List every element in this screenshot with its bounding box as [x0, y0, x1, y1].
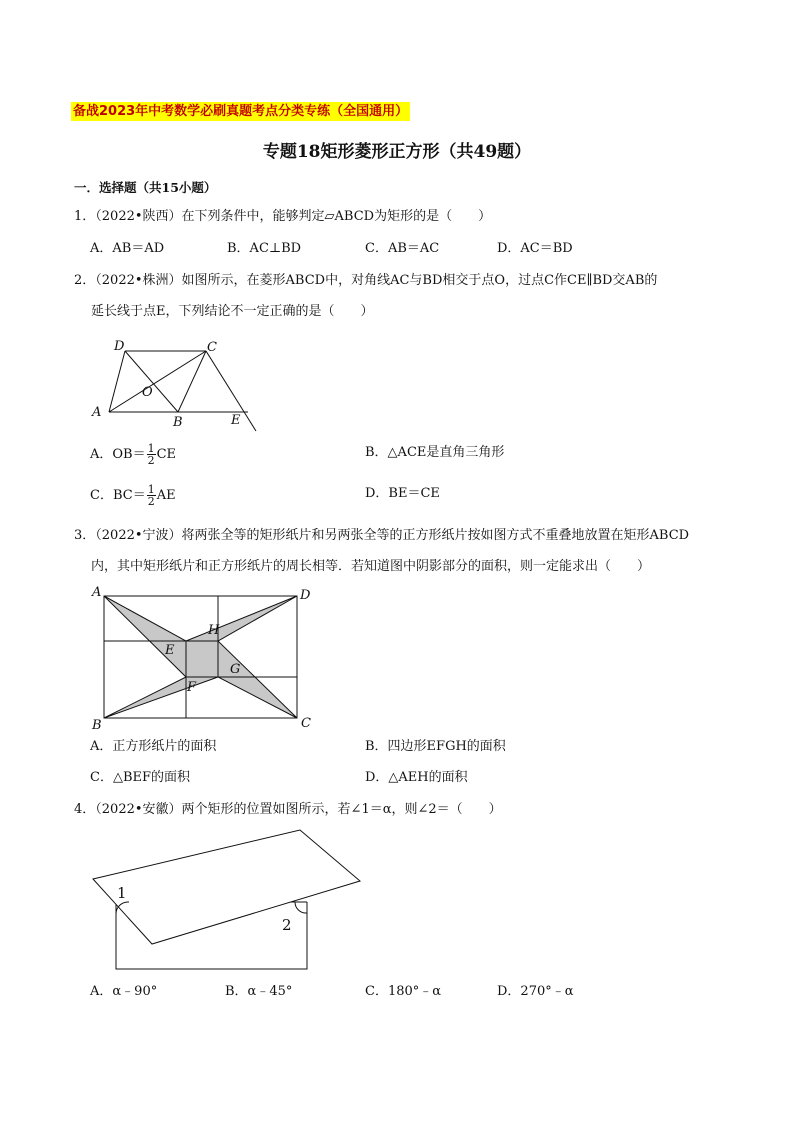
q3-option-c: C．△BEF的面积 — [90, 770, 191, 785]
option-text: CE — [156, 447, 177, 462]
series-banner: 备战2023年中考数学必刷真题考点分类专练（全国通用） — [73, 104, 409, 119]
question-text: 将两张全等的矩形纸片和另两张全等的正方形纸片按如图方式不重叠地放置在矩形ABCD — [181, 528, 690, 543]
q4-option-c: C．180°﹣α — [365, 984, 442, 999]
question-source: （2022•株洲） — [95, 273, 182, 288]
option-text: A．OB＝ — [90, 447, 146, 462]
q3-option-a: A．正方形纸片的面积 — [90, 739, 217, 754]
fraction — [147, 443, 156, 466]
tilted-rectangle — [93, 830, 360, 944]
fraction-denominator: 2 — [147, 454, 155, 467]
figure-segment-ad — [109, 351, 125, 412]
figure-label: E — [165, 643, 175, 658]
section-heading: 一．选择题（共15小题） — [74, 180, 217, 195]
q2-option-c — [90, 484, 176, 507]
figure-label: B — [92, 718, 102, 732]
q2-option-a — [90, 443, 176, 466]
option-text: AE — [156, 488, 176, 503]
figure-label: C — [301, 716, 311, 731]
question-source: （2022•安徽） — [95, 802, 182, 817]
q2-option-d: D．BE＝CE — [365, 486, 440, 501]
figure-diagonal-bd — [125, 351, 178, 412]
figure-label: C — [207, 340, 217, 355]
q3-option-b: B．四边形EFGH的面积 — [365, 739, 506, 754]
q4-option-a: A．α﹣90° — [90, 984, 158, 999]
question-2-stem — [74, 271, 657, 291]
question-text: 如图所示，在菱形ABCD中，对角线AC与BD相交于点O，过点C作CE∥BD交AB的 — [181, 273, 658, 288]
figure-label: B — [173, 415, 183, 430]
fraction-denominator: 2 — [147, 495, 155, 508]
q1-option-a: A．AB＝AD — [90, 241, 165, 256]
q2-option-b: B．△ACE是直角三角形 — [365, 445, 505, 460]
fraction-numerator: 1 — [147, 483, 155, 496]
shaded-triangle-dgh — [186, 596, 297, 641]
q3-option-d: D．△AEH的面积 — [365, 770, 468, 785]
figure-label: D — [300, 588, 311, 603]
question-3-stem-line2: 内，其中矩形纸片和正方形纸片的周长相等．若知道图中阴影部分的面积，则一定能求出（ ） — [91, 559, 651, 574]
shaded-triangle-aeh — [104, 596, 186, 677]
question-number: 3． — [74, 528, 96, 543]
question-text: 在下列条件中，能够判定▱ABCD为矩形的是（ ） — [181, 209, 492, 224]
shaded-triangle-cfg — [218, 641, 297, 718]
page-title: 专题18矩形菱形正方形（共49题） — [262, 142, 532, 162]
figure-label: A — [92, 405, 102, 420]
question-number: 2． — [74, 273, 96, 288]
figure-label: D — [114, 339, 125, 354]
question-source: （2022•宁波） — [95, 528, 182, 543]
angle-2-arc — [295, 902, 307, 913]
question-3-stem — [74, 526, 689, 546]
two-rectangles-figure — [88, 826, 368, 972]
q4-option-d: D．270°﹣α — [497, 984, 574, 999]
question-2-stem-line2: 延长线于点E，下列结论不一定正确的是（ ） — [91, 304, 374, 319]
question-number: 4． — [74, 802, 96, 817]
figure-label: F — [187, 680, 197, 695]
fraction-numerator: 1 — [147, 442, 155, 455]
q1-option-d: D．AC＝BD — [497, 241, 573, 256]
question-text: 两个矩形的位置如图所示，若∠1＝α，则∠2＝（ ） — [181, 802, 502, 817]
fraction — [147, 484, 156, 507]
shaded-triangle-bef — [104, 677, 218, 718]
question-source: （2022•陕西） — [95, 209, 182, 224]
angle-label: 1 — [117, 884, 127, 902]
figure-label: A — [92, 585, 102, 600]
q1-option-c: C．AB＝AC — [365, 241, 440, 256]
angle-label: 2 — [282, 916, 292, 934]
rhombus-figure — [88, 333, 268, 435]
figure-label: H — [208, 623, 220, 638]
figure-label: E — [231, 413, 241, 428]
option-text: C．BC＝ — [90, 488, 146, 503]
q1-option-b: B．AC⊥BD — [227, 241, 302, 256]
figure-label: G — [230, 662, 241, 677]
question-4-stem — [74, 800, 502, 820]
q4-option-b: B．α﹣45° — [225, 984, 293, 999]
rectangle-pinwheel-figure — [88, 582, 320, 732]
question-1-stem — [74, 207, 491, 227]
shaded-square-efgh — [186, 641, 218, 677]
question-number: 1． — [74, 209, 96, 224]
figure-label: O — [142, 385, 153, 400]
